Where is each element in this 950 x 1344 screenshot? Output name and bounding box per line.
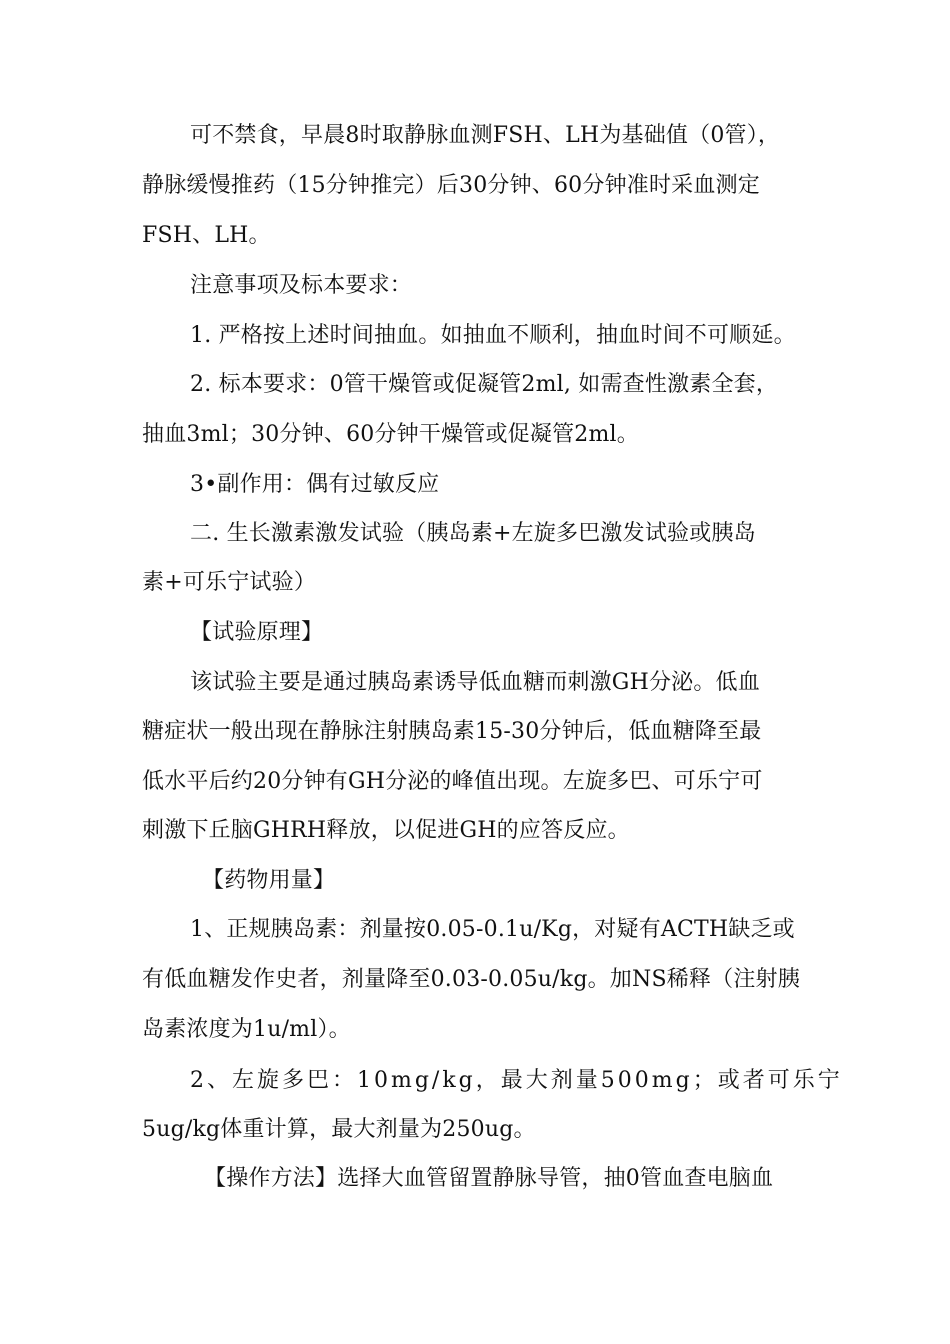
list-item: 2、左旋多巴：10mg/kg，最大剂量500mg；或者可乐宁 (190, 1068, 843, 1093)
paragraph-line: 糖症状一般出现在静脉注射胰岛素15-30分钟后，低血糖降至最 (142, 719, 762, 744)
paragraph-line: 5ug/kg体重计算，最大剂量为250ug。 (142, 1117, 536, 1142)
list-item: 1、正规胰岛素：剂量按0.05-0.1u/Kg，对疑有ACTH缺乏或 (190, 917, 795, 942)
paragraph-line: 可不禁食，早晨8时取静脉血测FSH、LH为基础值（0管）， (190, 123, 781, 148)
section-heading: 二. 生长激素激发试验（胰岛素+左旋多巴激发试验或胰岛 (190, 521, 756, 546)
subsection-heading: 【试验原理】 (190, 620, 324, 645)
paragraph-line: 【操作方法】选择大血管留置静脉导管，抽0管血查电脑血 (204, 1166, 774, 1191)
section-heading: 注意事项及标本要求： (190, 273, 413, 298)
paragraph-line: 抽血3ml；30分钟、60分钟干燥管或促凝管2ml。 (142, 422, 639, 447)
paragraph-line: 低水平后约20分钟有GH分泌的峰值出现。左旋多巴、可乐宁可 (142, 769, 763, 794)
paragraph-line: FSH、LH。 (142, 223, 271, 248)
list-item: 2. 标本要求：0管干燥管或促凝管2ml, 如需查性激素全套， (190, 372, 779, 397)
subsection-heading: 【药物用量】 (202, 868, 336, 893)
list-item: 3•副作用：偶有过敏反应 (190, 472, 440, 497)
paragraph-line: 静脉缓慢推药（15分钟推完）后30分钟、60分钟准时采血测定 (142, 173, 760, 198)
paragraph-line: 刺激下丘脑GHRH释放，以促进GH的应答反应。 (142, 818, 630, 843)
paragraph-line: 岛素浓度为1u/ml）。 (142, 1017, 351, 1042)
list-item: 1. 严格按上述时间抽血。如抽血不顺利，抽血时间不可顺延。 (190, 323, 796, 348)
paragraph-line: 素+可乐宁试验） (142, 570, 317, 595)
paragraph-line: 有低血糖发作史者，剂量降至0.03-0.05u/kg。加NS稀释（注射胰 (142, 967, 800, 992)
paragraph-line: 该试验主要是通过胰岛素诱导低血糖而刺激GH分泌。低血 (190, 670, 760, 695)
